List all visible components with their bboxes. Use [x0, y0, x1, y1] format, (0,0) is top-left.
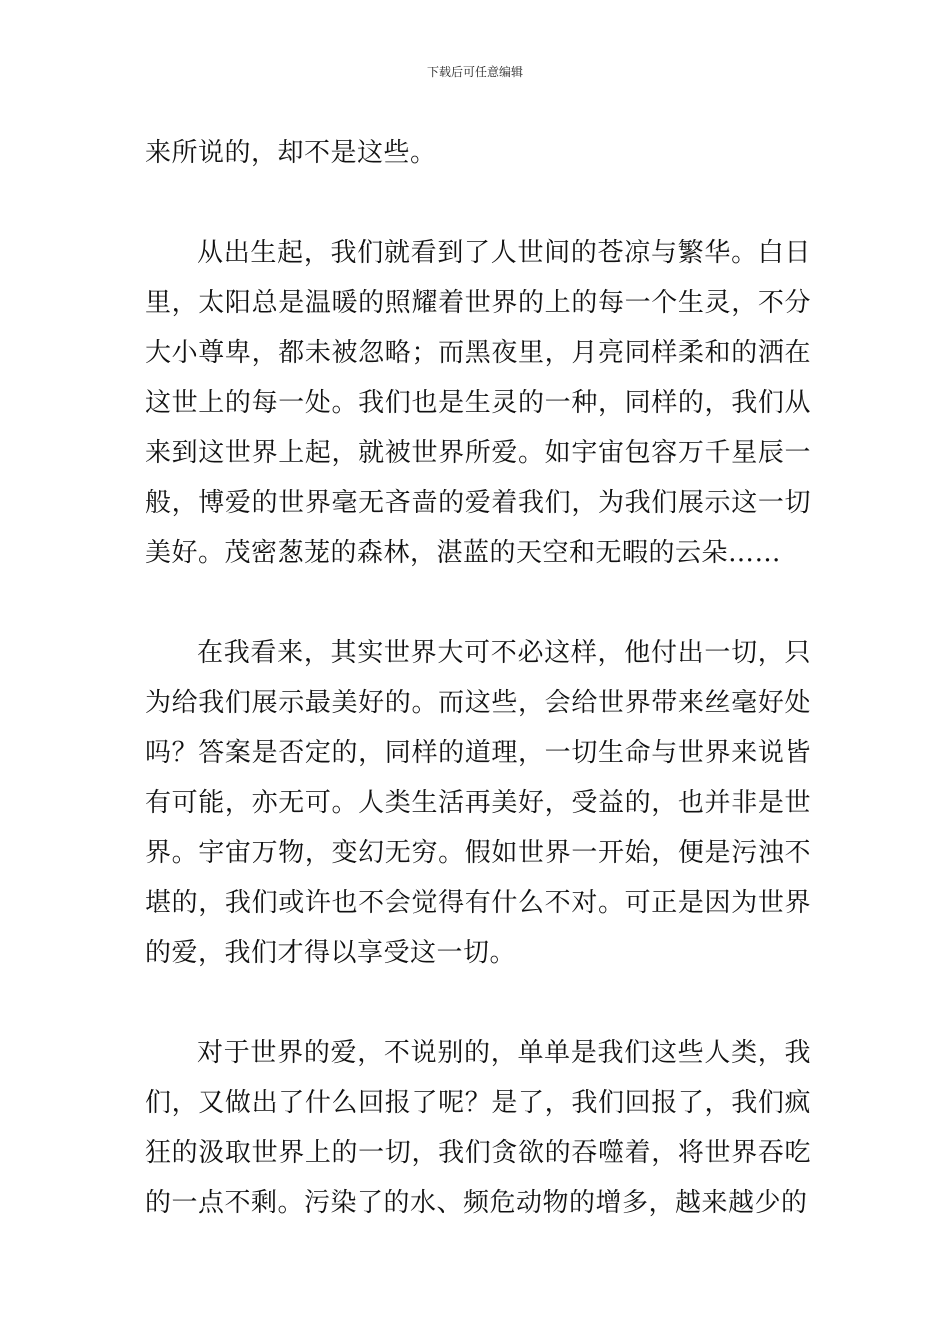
paragraph-gap [145, 578, 811, 628]
paragraph-4: 对于世界的爱，不说别的，单单是我们这些人类，我们，又做出了什么回报了呢？是了，我们回报了，我们疯狂的汲取世界上的一切，我们贪欲的吞噬着，将世界吞吃的一点不剩。污染了的水、频危动物的增多，越来越少的 [145, 1038, 811, 1218]
paragraph-gap [145, 978, 811, 1028]
paragraph-1: 来所说的，却不是这些。 [145, 138, 437, 168]
page-header: 下载后可任意编辑 [426, 65, 523, 79]
paragraph-3: 在我看来，其实世界大可不必这样，他付出一切，只为给我们展示最美好的。而这些，会给世界带来丝毫好处吗？答案是否定的，同样的道理，一切生命与世界来说皆有可能，亦无可。人类生活再美好，受益的，也并非是世界。宇宙万物，变幻无穷。假如世界一开始，便是污浊不堪的，我们或许也不会觉得有什么不对。可正是因为世界的爱，我们才得以享受这一切。 [145, 638, 811, 968]
paragraph-gap [145, 178, 811, 228]
document-body [145, 128, 811, 1228]
paragraph-2: 从出生起，我们就看到了人世间的苍凉与繁华。白日里，太阳总是温暖的照耀着世界的上的每一个生灵，不分大小尊卑，都未被忽略；而黑夜里，月亮同样柔和的洒在这世上的每一处。我们也是生灵的一种，同样的，我们从来到这世界上起，就被世界所爱。如宇宙包容万千星辰一般，博爱的世界毫无吝啬的爱着我们，为我们展示这一切美好。茂密葱茏的森林，湛蓝的天空和无暇的云朵…… [145, 238, 811, 568]
